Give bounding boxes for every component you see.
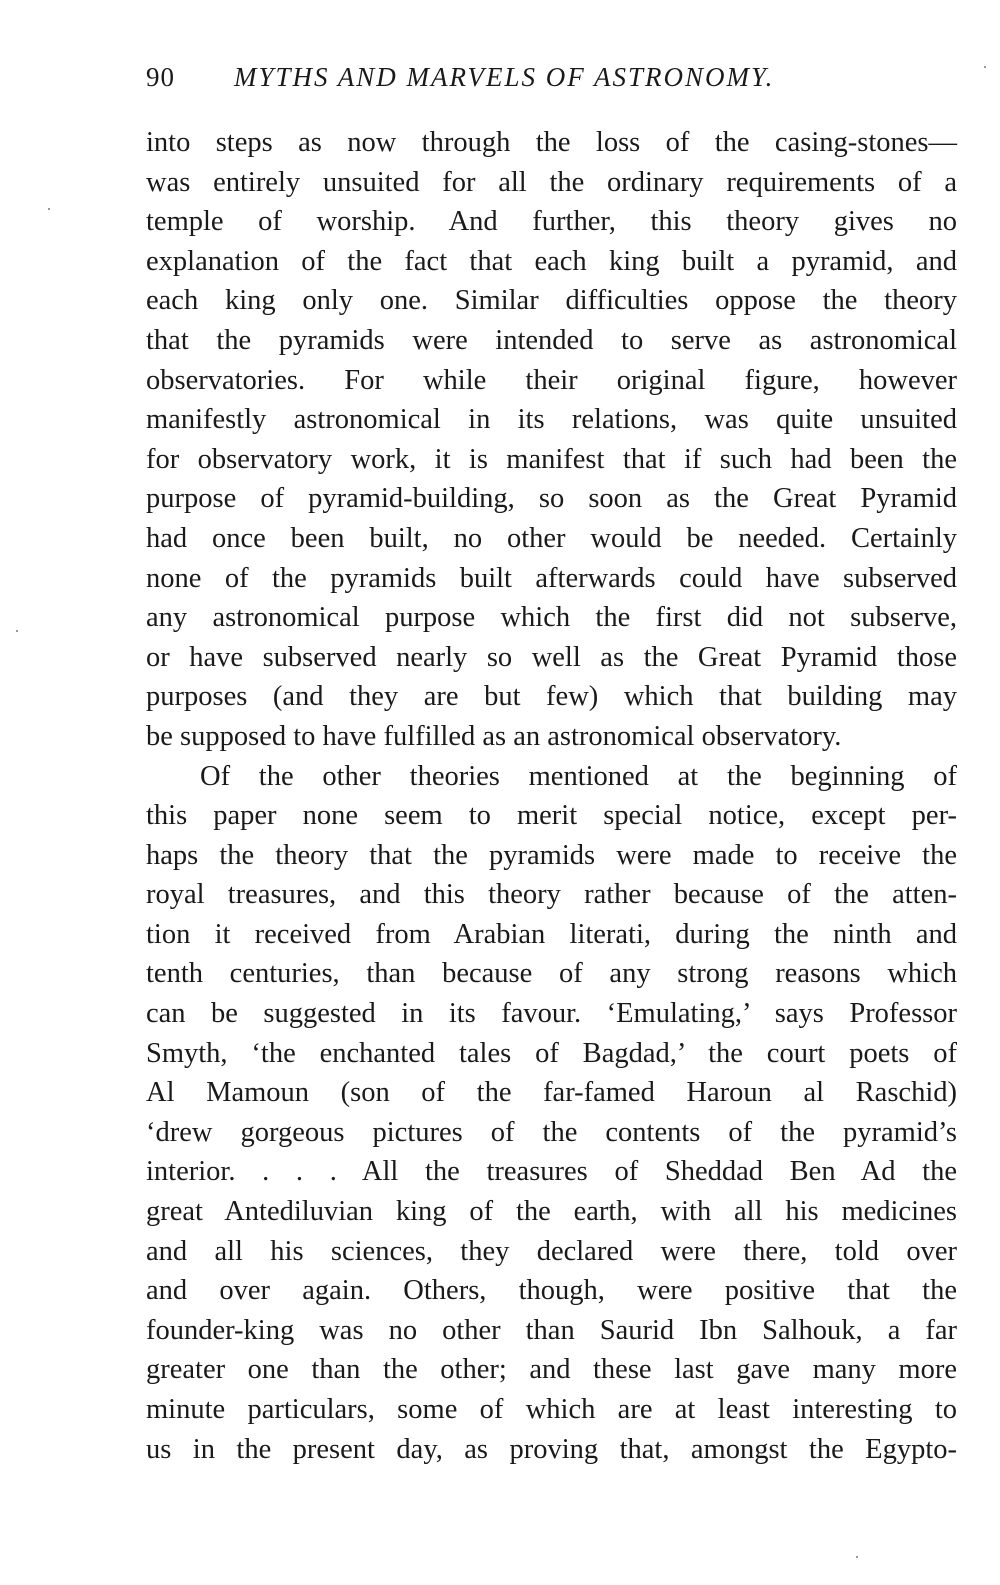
paper-speck	[984, 66, 986, 68]
paper-speck	[856, 1556, 858, 1558]
text-line: manifestly astronomical in its relations, was quite unsuited	[146, 404, 957, 436]
body-text	[146, 123, 957, 1469]
text-line: us in the present day, as proving that, amongst the Egypto-	[146, 1433, 957, 1465]
text-line: founder-king was no other than Saurid Ibn Salhouk, a far	[146, 1314, 957, 1346]
text-line: any astronomical purpose which the first did not subserve,	[146, 602, 957, 634]
text-line: royal treasures, and this theory rather because of the atten-	[146, 879, 957, 911]
page-header	[146, 62, 956, 102]
text-line: or have subserved nearly so well as the Great Pyramid those	[146, 641, 957, 673]
text-line: that the pyramids were intended to serve as astronomical	[146, 324, 957, 356]
text-line: had once been built, no other would be needed. Certainly	[146, 522, 957, 554]
text-line: greater one than the other; and these last gave many more	[146, 1354, 957, 1386]
text-line: ‘drew gorgeous pictures of the contents of the pyramid’s	[146, 1116, 957, 1148]
text-line: and over again. Others, though, were positive that the	[146, 1275, 957, 1307]
page-number: 90	[146, 62, 175, 92]
text-line: Al Mamoun (son of the far-famed Haroun al Raschid)	[146, 1077, 957, 1109]
text-line: for observatory work, it is manifest that if such had been the	[146, 443, 957, 475]
text-line: Smyth, ‘the enchanted tales of Bagdad,’ the court poets of	[146, 1037, 957, 1069]
running-title: MYTHS AND MARVELS OF ASTRONOMY.	[234, 62, 775, 92]
text-line: purposes (and they are but few) which that building may	[146, 681, 957, 713]
text-line: each king only one. Similar difficulties oppose the theory	[146, 285, 957, 317]
text-line: observatories. For while their original figure, however	[146, 364, 957, 396]
text-line: purpose of pyramid-building, so soon as the Great Pyramid	[146, 483, 957, 515]
text-line: and all his sciences, they declared were there, told over	[146, 1235, 957, 1267]
paper-speck	[16, 630, 18, 632]
text-line: into steps as now through the loss of the casing-stones—	[146, 127, 957, 158]
text-line: temple of worship. And further, this theory gives no	[146, 206, 957, 238]
paragraph-start-line: Of the other theories mentioned at the beginning of	[200, 760, 957, 792]
text-line: great Antediluvian king of the earth, with all his medicines	[146, 1196, 957, 1228]
paper-speck	[48, 208, 50, 210]
text-line: minute particulars, some of which are at least interesting to	[146, 1394, 957, 1425]
text-line: tenth centuries, than because of any strong reasons which	[146, 958, 957, 990]
text-line: interior. . . . All the treasures of Sheddad Ben Ad the	[146, 1156, 957, 1188]
text-line: none of the pyramids built afterwards could have subserved	[146, 562, 957, 594]
text-line: can be suggested in its favour. ‘Emulating,’ says Professor	[146, 998, 957, 1030]
text-line: be supposed to have fulfilled as an astronomical observatory.	[146, 720, 842, 752]
text-line: haps the theory that the pyramids were made to receive the	[146, 839, 957, 871]
text-line: this paper none seem to merit special notice, except per-	[146, 800, 957, 832]
text-line: tion it received from Arabian literati, during the ninth and	[146, 918, 957, 950]
text-line: was entirely unsuited for all the ordinary requirements of a	[146, 166, 957, 198]
text-line: explanation of the fact that each king built a pyramid, and	[146, 245, 957, 277]
